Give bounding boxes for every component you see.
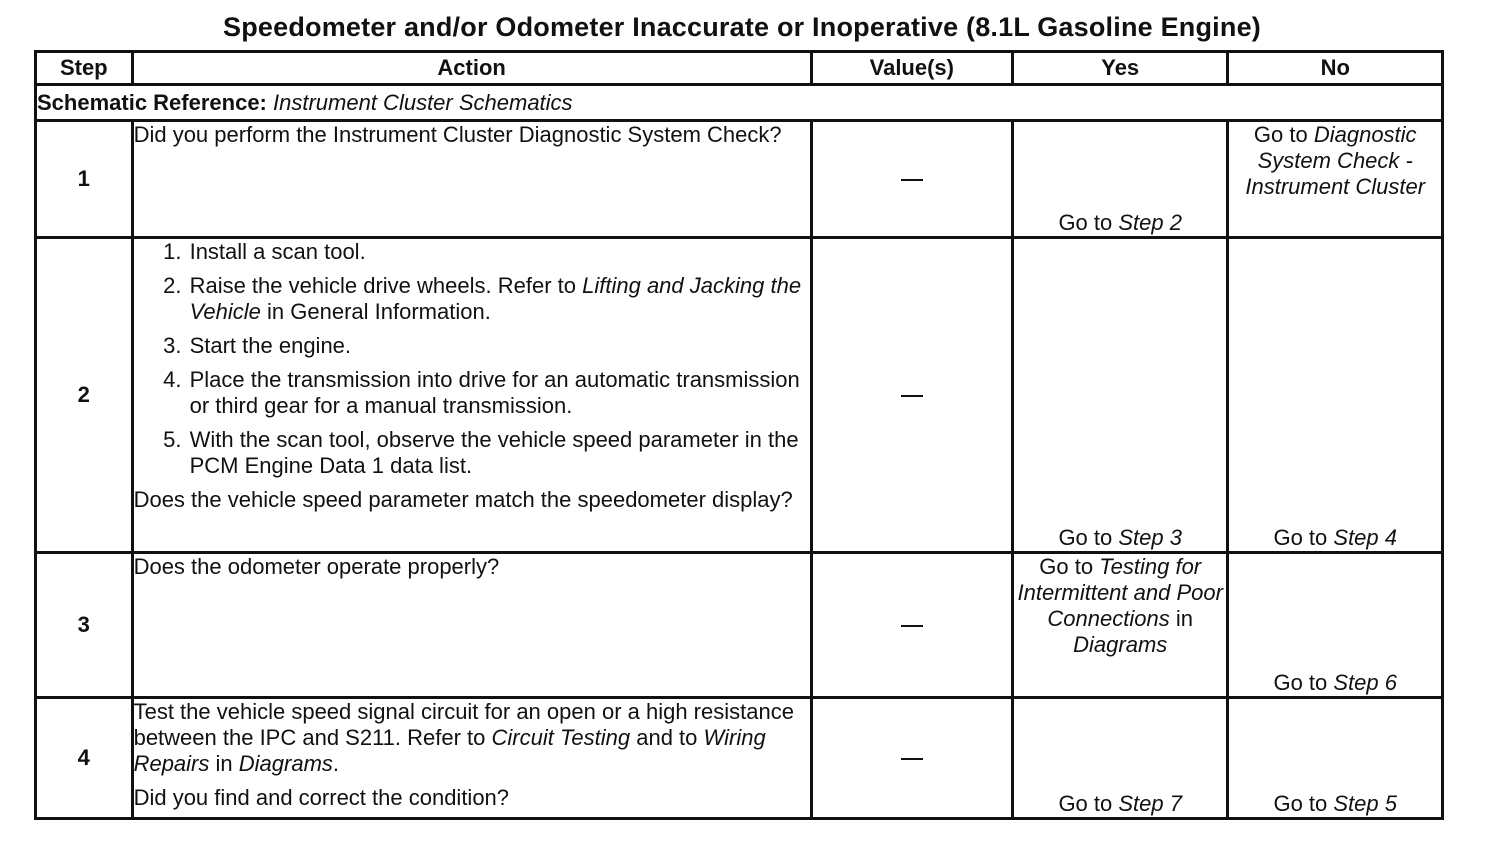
substep-text: Start the engine. — [189, 333, 352, 358]
value-dash — [901, 758, 923, 760]
no-cell — [1228, 121, 1443, 238]
instruction-text: in — [215, 751, 233, 776]
no-cell — [1228, 238, 1443, 553]
yes-prefix: Go to — [1058, 525, 1113, 550]
substep-text: in General Information. — [267, 299, 491, 324]
no-prefix: Go to — [1273, 791, 1328, 816]
yes-middle: in — [1175, 606, 1193, 631]
step-row-2 — [36, 238, 1443, 553]
step-number: 1 — [36, 121, 133, 238]
column-header-yes: Yes — [1012, 52, 1228, 85]
instruction-text: and to — [636, 725, 698, 750]
value-cell — [811, 121, 1012, 238]
column-header-values: Value(s) — [811, 52, 1012, 85]
yes-target2-link[interactable]: Diagrams — [1073, 632, 1168, 657]
diagnostic-table — [34, 50, 1444, 820]
instruction-reference-link[interactable]: Wiring Repairs — [133, 725, 766, 776]
value-cell — [811, 553, 1012, 698]
substep-text: Place the transmission into drive for an automatic transmission or third gear for a manual transmission. — [189, 367, 800, 418]
action-cell — [132, 553, 811, 698]
yes-prefix: Go to — [1058, 791, 1113, 816]
schematic-reference-label: Schematic Reference: — [37, 89, 267, 115]
step-number: 4 — [36, 698, 133, 819]
schematic-reference-row — [36, 85, 1443, 121]
action-cell — [132, 698, 811, 819]
instruction-reference-link[interactable]: Circuit Testing — [491, 725, 631, 750]
yes-cell — [1012, 553, 1228, 698]
substep-list — [134, 239, 810, 479]
schematic-reference — [36, 85, 1443, 121]
column-header-action: Action — [132, 52, 811, 85]
step-question: Did you find and correct the condition? — [133, 785, 510, 810]
yes-target-link[interactable]: Testing for Intermittent and Poor Connections — [1017, 554, 1223, 631]
yes-target-link[interactable]: Step 7 — [1118, 791, 1182, 816]
page-title: Speedometer and/or Odometer Inaccurate or Inoperative (8.1L Gasoline Engine) — [223, 12, 1261, 42]
no-target-link[interactable]: Step 4 — [1333, 525, 1397, 550]
instruction-text: Test the vehicle speed signal circuit for an open or a high resistance between the IPC and S211. Refer to — [133, 699, 794, 750]
step-instruction — [134, 699, 810, 777]
schematic-reference-link[interactable]: Instrument Cluster Schematics — [273, 89, 573, 115]
substep-item — [188, 367, 810, 419]
value-cell — [811, 698, 1012, 819]
header-row — [36, 52, 1443, 85]
substep-item — [188, 333, 810, 359]
substep-reference-link[interactable]: Lifting and Jacking the Vehicle — [189, 273, 802, 324]
column-header-step: Step — [36, 52, 133, 85]
step-row-1 — [36, 121, 1443, 238]
action-cell — [132, 238, 811, 553]
column-header-no: No — [1228, 52, 1443, 85]
instruction-text: . — [332, 751, 340, 776]
value-cell — [811, 238, 1012, 553]
no-prefix: Go to — [1273, 525, 1328, 550]
value-dash — [901, 625, 923, 627]
substep-text: Raise the vehicle drive wheels. Refer to — [189, 273, 576, 298]
action-cell — [132, 121, 811, 238]
substep-item — [188, 427, 810, 479]
step-question: Does the odometer operate properly? — [133, 554, 500, 579]
value-dash — [901, 395, 923, 397]
no-prefix: Go to — [1253, 122, 1308, 147]
no-target-link[interactable]: Step 6 — [1333, 670, 1397, 695]
yes-target-link[interactable]: Step 2 — [1118, 210, 1182, 235]
substep-item — [188, 239, 810, 265]
yes-target-link[interactable]: Step 3 — [1118, 525, 1182, 550]
yes-prefix: Go to — [1058, 210, 1113, 235]
yes-cell — [1012, 238, 1228, 553]
step-number: 3 — [36, 553, 133, 698]
step-question: Did you perform the Instrument Cluster Diagnostic System Check? — [133, 122, 782, 147]
step-row-3 — [36, 553, 1443, 698]
no-target-link[interactable]: Step 5 — [1333, 791, 1397, 816]
substep-text: Install a scan tool. — [189, 239, 366, 264]
step-row-4 — [36, 698, 1443, 819]
substep-item — [188, 273, 810, 325]
no-prefix: Go to — [1273, 670, 1328, 695]
substep-text: With the scan tool, observe the vehicle speed parameter in the PCM Engine Data 1 data list. — [189, 427, 799, 478]
yes-cell — [1012, 121, 1228, 238]
yes-prefix: Go to — [1039, 554, 1094, 579]
no-cell — [1228, 698, 1443, 819]
yes-cell — [1012, 698, 1228, 819]
no-target-link[interactable]: Diagnostic System Check - Instrument Cluster — [1245, 122, 1426, 199]
step-question: Does the vehicle speed parameter match the speedometer display? — [133, 487, 793, 512]
value-dash — [901, 179, 923, 181]
instruction-reference-link[interactable]: Diagrams — [238, 751, 333, 776]
step-number: 2 — [36, 238, 133, 553]
no-cell — [1228, 553, 1443, 698]
